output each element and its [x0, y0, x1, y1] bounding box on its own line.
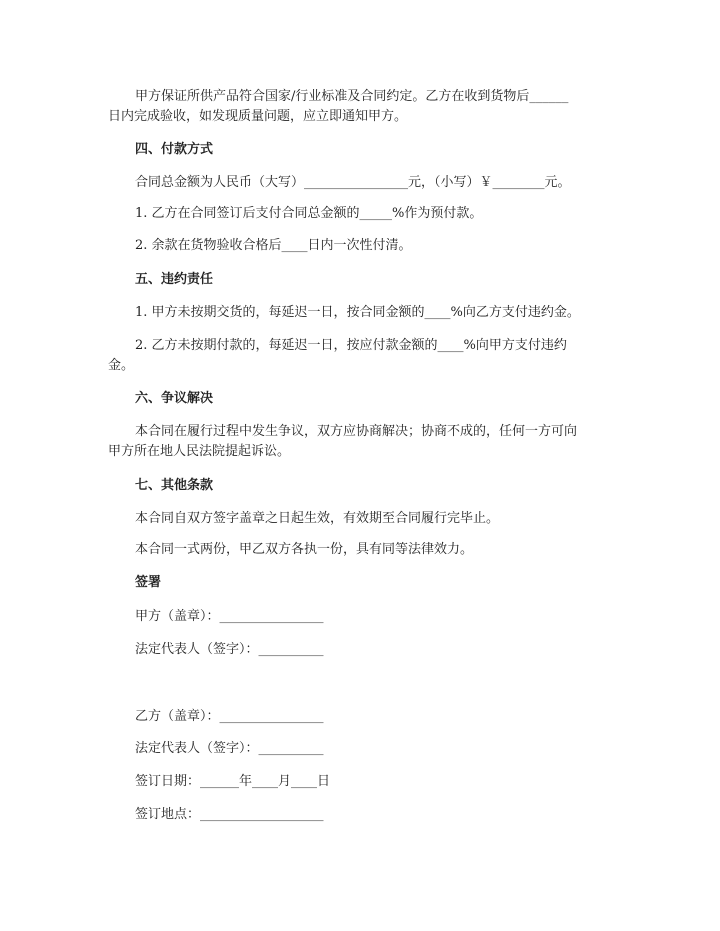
signing-date-field: 签订日期：______年____月____日 [135, 774, 331, 789]
liability-item-1: 1. 甲方未按期交货的，每延迟一日，按合同金额的____%向乙方支付违约金。 [135, 305, 580, 320]
dispute-heading: 六、争议解决 [135, 391, 214, 406]
intro-line-1: 甲方保证所供产品符合国家/行业标准及合同约定。乙方在收到货物后______ [135, 89, 569, 104]
party-b-seal-field: 乙方（盖章）：________________ [135, 709, 324, 724]
signature-heading: 签署 [135, 575, 162, 590]
liability-item-2-line-2: 金。 [108, 358, 135, 373]
party-a-representative-field: 法定代表人（签字）：__________ [135, 642, 324, 657]
party-b-representative-field: 法定代表人（签字）：__________ [135, 741, 324, 756]
party-a-seal-field: 甲方（盖章）：________________ [135, 609, 324, 624]
dispute-line-2: 甲方所在地人民法院提起诉讼。 [108, 444, 291, 459]
payment-item-2: 2. 余款在货物验收合格后____日内一次性付清。 [135, 238, 412, 253]
other-paragraph-1: 本合同自双方签字盖章之日起生效，有效期至合同履行完毕止。 [135, 511, 500, 526]
dispute-line-1: 本合同在履行过程中发生争议，双方应协商解决；协商不成的，任何一方可向 [135, 424, 578, 439]
intro-line-2: 日内完成验收，如发现质量问题，应立即通知甲方。 [108, 109, 408, 124]
other-paragraph-2: 本合同一式两份，甲乙双方各执一份，具有同等法律效力。 [135, 542, 474, 557]
liability-heading: 五、违约责任 [135, 272, 214, 287]
payment-item-1: 1. 乙方在合同签订后支付合同总金额的_____%作为预付款。 [135, 206, 483, 221]
other-heading: 七、其他条款 [135, 478, 214, 493]
signing-place-field: 签订地点：___________________ [135, 807, 324, 822]
liability-item-2-line-1: 2. 乙方未按期付款的，每延迟一日，按应付款金额的____%向甲方支付违约 [135, 338, 567, 353]
payment-heading: 四、付款方式 [135, 142, 214, 157]
payment-total: 合同总金额为人民币（大写）________________元，（小写）￥________元。 [135, 175, 571, 190]
